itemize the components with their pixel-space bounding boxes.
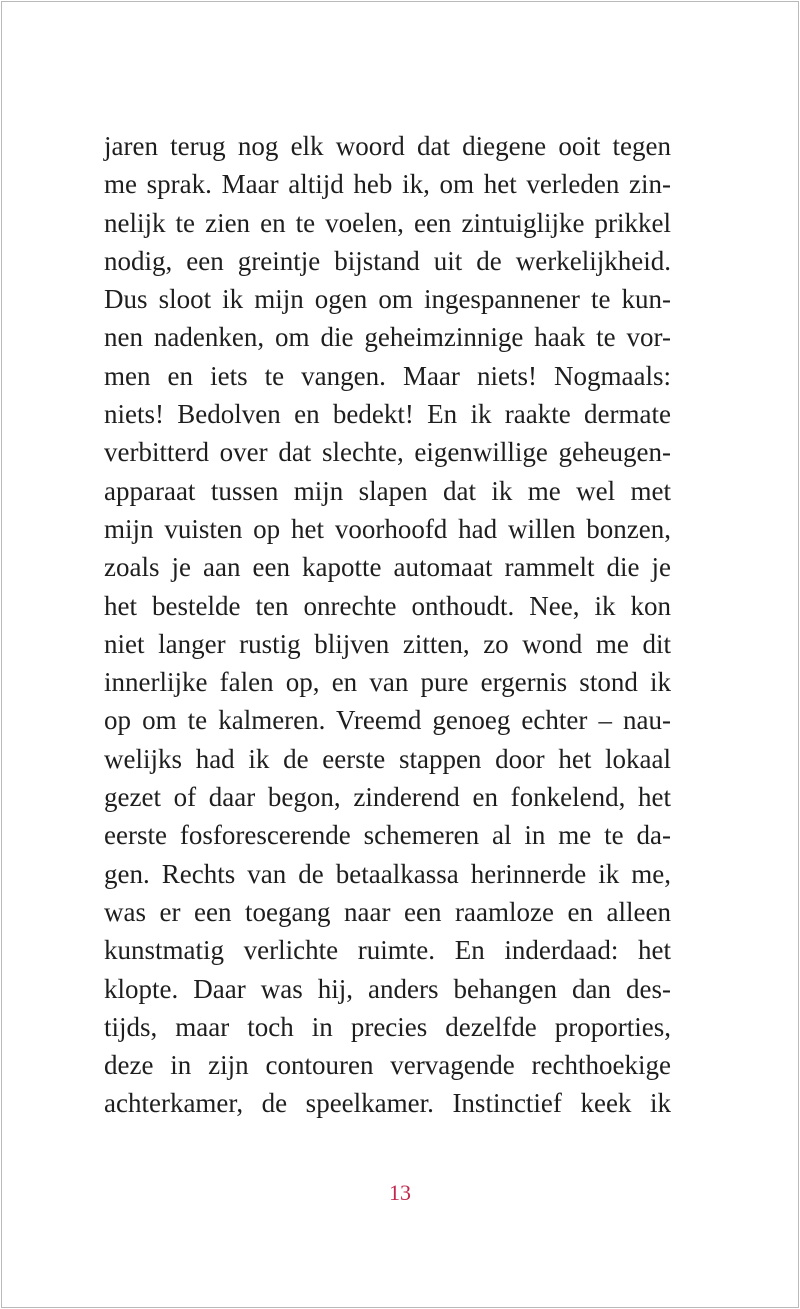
text-line: het bestelde ten onrechte onthoudt. Nee, ik kon: [104, 590, 671, 621]
text-line: welijks had ik de eerste stappen door het lokaal: [104, 743, 671, 774]
text-line: deze in zijn contouren vervagende rechthoekige: [104, 1050, 671, 1081]
text-line: jaren terug nog elk woord dat diegene ooit tegen: [104, 131, 671, 161]
text-line: nelijk te zien en te voelen, een zintuiglijke prikkel: [104, 207, 671, 238]
text-line: apparaat tussen mijn slapen dat ik me wel met: [104, 475, 671, 506]
text-line: me sprak. Maar altijd heb ik, om het verleden zin-: [104, 169, 671, 200]
text-line: Dus sloot ik mijn ogen om ingespannener te kun-: [104, 284, 671, 315]
body-text: [104, 127, 671, 1123]
text-line: zoals je aan een kapotte automaat rammelt die je: [104, 552, 671, 583]
text-line: achterkamer, de speelkamer. Instinctief keek ik: [104, 1088, 671, 1119]
text-line: klopte. Daar was hij, anders behangen dan des-: [104, 973, 671, 1004]
text-line: mijn vuisten op het voorhoofd had willen bonzen,: [104, 513, 671, 544]
text-line: niet langer rustig blijven zitten, zo wond me dit: [104, 628, 671, 659]
text-line: niets! Bedolven en bedekt! En ik raakte dermate: [104, 399, 671, 430]
text-line: eerste fosforescerende schemeren al in me te da-: [104, 820, 671, 851]
text-line: nen nadenken, om die geheimzinnige haak te vor-: [104, 322, 671, 353]
text-line: gezet of daar begon, zinderend en fonkelend, het: [104, 782, 671, 813]
text-line: nodig, een greintje bijstand uit de werkelijkheid.: [104, 245, 671, 276]
text-line: op om te kalmeren. Vreemd genoeg echter – nau-: [104, 705, 671, 736]
book-page: [1, 1, 799, 1308]
text-line: kunstmatig verlichte ruimte. En inderdaad: het: [104, 935, 671, 966]
page-number: 13: [389, 1180, 411, 1205]
text-line: gen. Rechts van de betaalkassa herinnerde ik me,: [104, 858, 671, 889]
text-line: was er een toegang naar een raamloze en alleen: [104, 896, 671, 927]
text-line: verbitterd over dat slechte, eigenwillige geheugen-: [104, 437, 671, 468]
text-line: men en iets te vangen. Maar niets! Nogmaals:: [104, 360, 671, 391]
text-line: innerlijke falen op, en van pure ergernis stond ik: [104, 667, 671, 698]
text-line: tijds, maar toch in precies dezelfde proporties,: [104, 1011, 671, 1042]
